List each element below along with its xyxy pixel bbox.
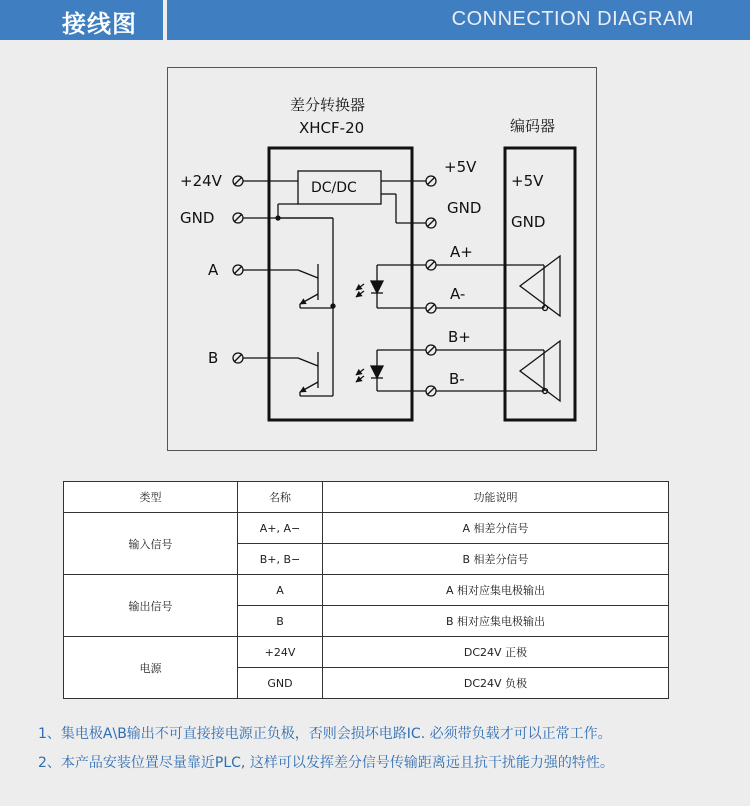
name-cell: GND [238, 668, 323, 699]
table-row [64, 513, 669, 544]
header-divider [163, 0, 167, 40]
wiring-diagram [167, 67, 597, 451]
terminal-gnd-in [233, 213, 243, 223]
converter-name: 差分转换器 [290, 96, 366, 114]
notes [38, 720, 614, 778]
terminal-b-minus [426, 386, 436, 396]
label-b: B [208, 349, 219, 367]
desc-cell: A 相差分信号 [323, 513, 669, 544]
desc-cell: A 相对应集电极输出 [323, 575, 669, 606]
name-cell: A [238, 575, 323, 606]
terminal-gnd-out [426, 218, 436, 228]
wiring-diagram-svg [168, 68, 596, 450]
label-a-plus: A+ [450, 243, 473, 261]
header-type: 类型 [64, 482, 238, 513]
type-cell: 输入信号 [64, 513, 238, 575]
encoder-pin-5v: +5V [511, 172, 544, 190]
terminal-b-plus [426, 345, 436, 355]
label-24v: +24V [180, 172, 222, 190]
header-bar [0, 0, 750, 40]
dcdc-label: DC/DC [311, 180, 357, 196]
terminal-5v-out [426, 176, 436, 186]
page-title: 接线图 [62, 10, 137, 38]
type-cell: 输出信号 [64, 575, 238, 637]
terminal-24v [233, 176, 243, 186]
converter-model: XHCF-20 [299, 119, 365, 137]
table-header-row [64, 482, 669, 513]
label-a: A [208, 261, 219, 279]
terminal-b [233, 353, 243, 363]
table-row [64, 575, 669, 606]
terminal-a-plus [426, 260, 436, 270]
note-1: 1、集电极A\B输出不可直接接电源正负极，否则会损坏电路IC. 必须带负载才可以正常工作。 [38, 726, 612, 742]
label-b-plus: B+ [448, 328, 471, 346]
label-gnd-out: GND [447, 199, 482, 217]
label-b-minus: B- [449, 370, 465, 388]
label-gnd-in: GND [180, 209, 215, 227]
desc-cell: B 相对应集电极输出 [323, 606, 669, 637]
name-cell: +24V [238, 637, 323, 668]
header-name: 名称 [238, 482, 323, 513]
label-a-minus: A- [450, 285, 466, 303]
name-cell: B [238, 606, 323, 637]
table-row [64, 637, 669, 668]
terminal-a-minus [426, 303, 436, 313]
spec-table [63, 481, 669, 699]
type-cell: 电源 [64, 637, 238, 699]
desc-cell: B 相差分信号 [323, 544, 669, 575]
name-cell: B+, B− [238, 544, 323, 575]
name-cell: A+, A− [238, 513, 323, 544]
note-2: 2、本产品安装位置尽量靠近PLC, 这样可以发挥差分信号传输距离远且抗干扰能力强的特性。 [38, 755, 614, 771]
terminal-a [233, 265, 243, 275]
encoder-pin-gnd: GND [511, 213, 546, 231]
label-5v-out: +5V [444, 158, 477, 176]
header-function: 功能说明 [323, 482, 669, 513]
page-subtitle: CONNECTION DIAGRAM [451, 8, 694, 30]
desc-cell: DC24V 正极 [323, 637, 669, 668]
desc-cell: DC24V 负极 [323, 668, 669, 699]
encoder-name: 编码器 [510, 117, 556, 135]
